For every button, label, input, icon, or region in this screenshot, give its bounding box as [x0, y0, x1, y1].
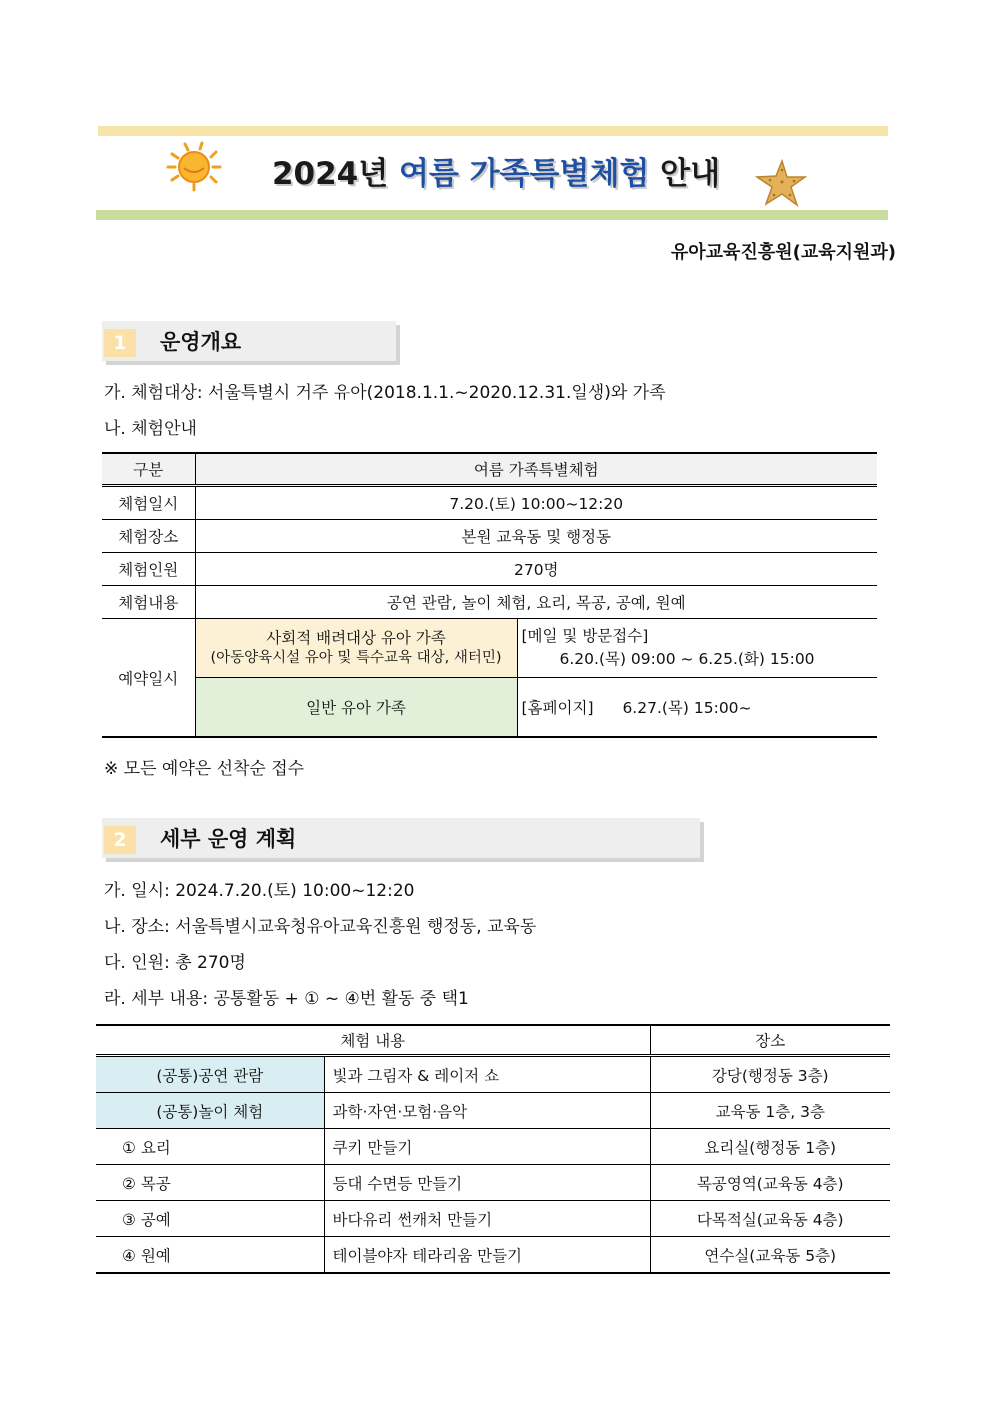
activity-content: 테이블야자 테라리움 만들기 — [324, 1237, 650, 1274]
reservation-group-2: 일반 유아 가족 — [195, 678, 517, 738]
date-line: 가. 일시: 2024.7.20.(토) 10:00~12:20 — [104, 881, 415, 901]
info-line: 나. 체험안내 — [104, 419, 197, 439]
activity-place: 강당(행정동 3층) — [650, 1056, 890, 1093]
activity-name: ③ 공예 — [96, 1201, 324, 1237]
title-suffix: 안내 — [649, 156, 721, 192]
group-1-method: [메일 및 방문접수] — [521, 626, 649, 645]
section-header-bg — [102, 321, 396, 361]
header-category: 구분 — [102, 453, 195, 486]
headcount-line: 다. 인원: 총 270명 — [104, 953, 246, 973]
section-title: 세부 운영 계획 — [160, 827, 297, 851]
activity-place: 다목적실(교육동 4층) — [650, 1201, 890, 1237]
reservation-note: ※ 모든 예약은 선착순 접수 — [104, 759, 305, 779]
activity-content: 쿠키 만들기 — [324, 1129, 650, 1165]
title-prefix: 2024년 — [271, 156, 399, 192]
page-title — [0, 148, 992, 193]
row-value: 본원 교육동 및 행정동 — [195, 520, 877, 553]
section-1-header — [102, 321, 402, 365]
activity-content: 빛과 그림자 & 레이저 쇼 — [324, 1056, 650, 1093]
table-row — [96, 1093, 890, 1129]
banner-bottom-bar — [96, 210, 888, 220]
target-line: 가. 체험대상: 서울특별시 거주 유아(2018.1.1.~2020.12.31.일생)와 가족 — [104, 383, 666, 403]
activity-name: ④ 원예 — [96, 1237, 324, 1274]
table-row — [102, 553, 877, 586]
table-row — [96, 1129, 890, 1165]
section-title: 운영개요 — [160, 330, 242, 354]
activity-name: (공통)공연 관람 — [96, 1056, 324, 1093]
activity-name: ① 요리 — [96, 1129, 324, 1165]
activity-name: ② 목공 — [96, 1165, 324, 1201]
section-2-header — [102, 818, 712, 862]
group-1-period: 6.20.(목) 09:00 ~ 6.25.(화) 15:00 — [559, 650, 815, 668]
row-label: 체험장소 — [102, 520, 195, 553]
place-line: 나. 장소: 서울특별시교육청유아교육진흥원 행정동, 교육동 — [104, 917, 537, 937]
activity-place: 연수실(교육동 5층) — [650, 1237, 890, 1274]
table-row — [96, 1201, 890, 1237]
title-highlight: 여름 가족특별체험 — [398, 156, 650, 192]
starfish-icon — [752, 158, 808, 208]
table-row — [102, 520, 877, 553]
header-place: 장소 — [650, 1025, 890, 1056]
activity-table — [96, 1024, 890, 1274]
activity-content: 바다유리 썬캐처 만들기 — [324, 1201, 650, 1237]
organization: 유아교육진흥원(교육지원과) — [670, 242, 896, 263]
activity-name: (공통)놀이 체험 — [96, 1093, 324, 1129]
reservation-label: 예약일시 — [102, 619, 195, 738]
activity-place: 목공영역(교육동 4층) — [650, 1165, 890, 1201]
row-label: 체험일시 — [102, 486, 195, 520]
header-program: 여름 가족특별체험 — [195, 453, 877, 486]
row-label: 체험인원 — [102, 553, 195, 586]
overview-table — [102, 452, 877, 738]
reservation-group-1 — [195, 619, 517, 678]
group-2-method: [홈페이지] — [521, 699, 594, 717]
table-row — [102, 586, 877, 619]
row-value: 7.20.(토) 10:00~12:20 — [195, 486, 877, 520]
section-number: 2 — [104, 826, 136, 854]
row-value: 공연 관람, 놀이 체험, 요리, 목공, 공예, 원예 — [195, 586, 877, 619]
group-2-period: 6.27.(목) 15:00~ — [622, 699, 752, 717]
detail-line: 라. 세부 내용: 공통활동 + ① ~ ④번 활동 중 택1 — [104, 989, 469, 1009]
activity-place: 요리실(행정동 1층) — [650, 1129, 890, 1165]
row-label: 체험내용 — [102, 586, 195, 619]
banner-top-bar — [98, 126, 888, 136]
table-row — [96, 1165, 890, 1201]
activity-place: 교육동 1층, 3층 — [650, 1093, 890, 1129]
table-header-row — [102, 453, 877, 486]
group-1-title: 사회적 배려대상 유아 가족 — [266, 628, 446, 647]
reservation-row-1 — [102, 619, 877, 678]
section-number: 1 — [104, 329, 136, 357]
activity-content: 등대 수면등 만들기 — [324, 1165, 650, 1201]
table-row — [102, 486, 877, 520]
table-header-row — [96, 1025, 890, 1056]
row-value: 270명 — [195, 553, 877, 586]
header-content: 체험 내용 — [96, 1025, 650, 1056]
reservation-group-1-schedule — [517, 619, 877, 678]
reservation-group-2-schedule — [517, 678, 877, 738]
activity-content: 과학·자연·모험·음악 — [324, 1093, 650, 1129]
table-row — [96, 1237, 890, 1274]
reservation-row-2 — [102, 678, 877, 738]
group-1-subtitle: (아동양육시설 유아 및 특수교육 대상, 새터민) — [210, 649, 502, 666]
table-row — [96, 1056, 890, 1093]
